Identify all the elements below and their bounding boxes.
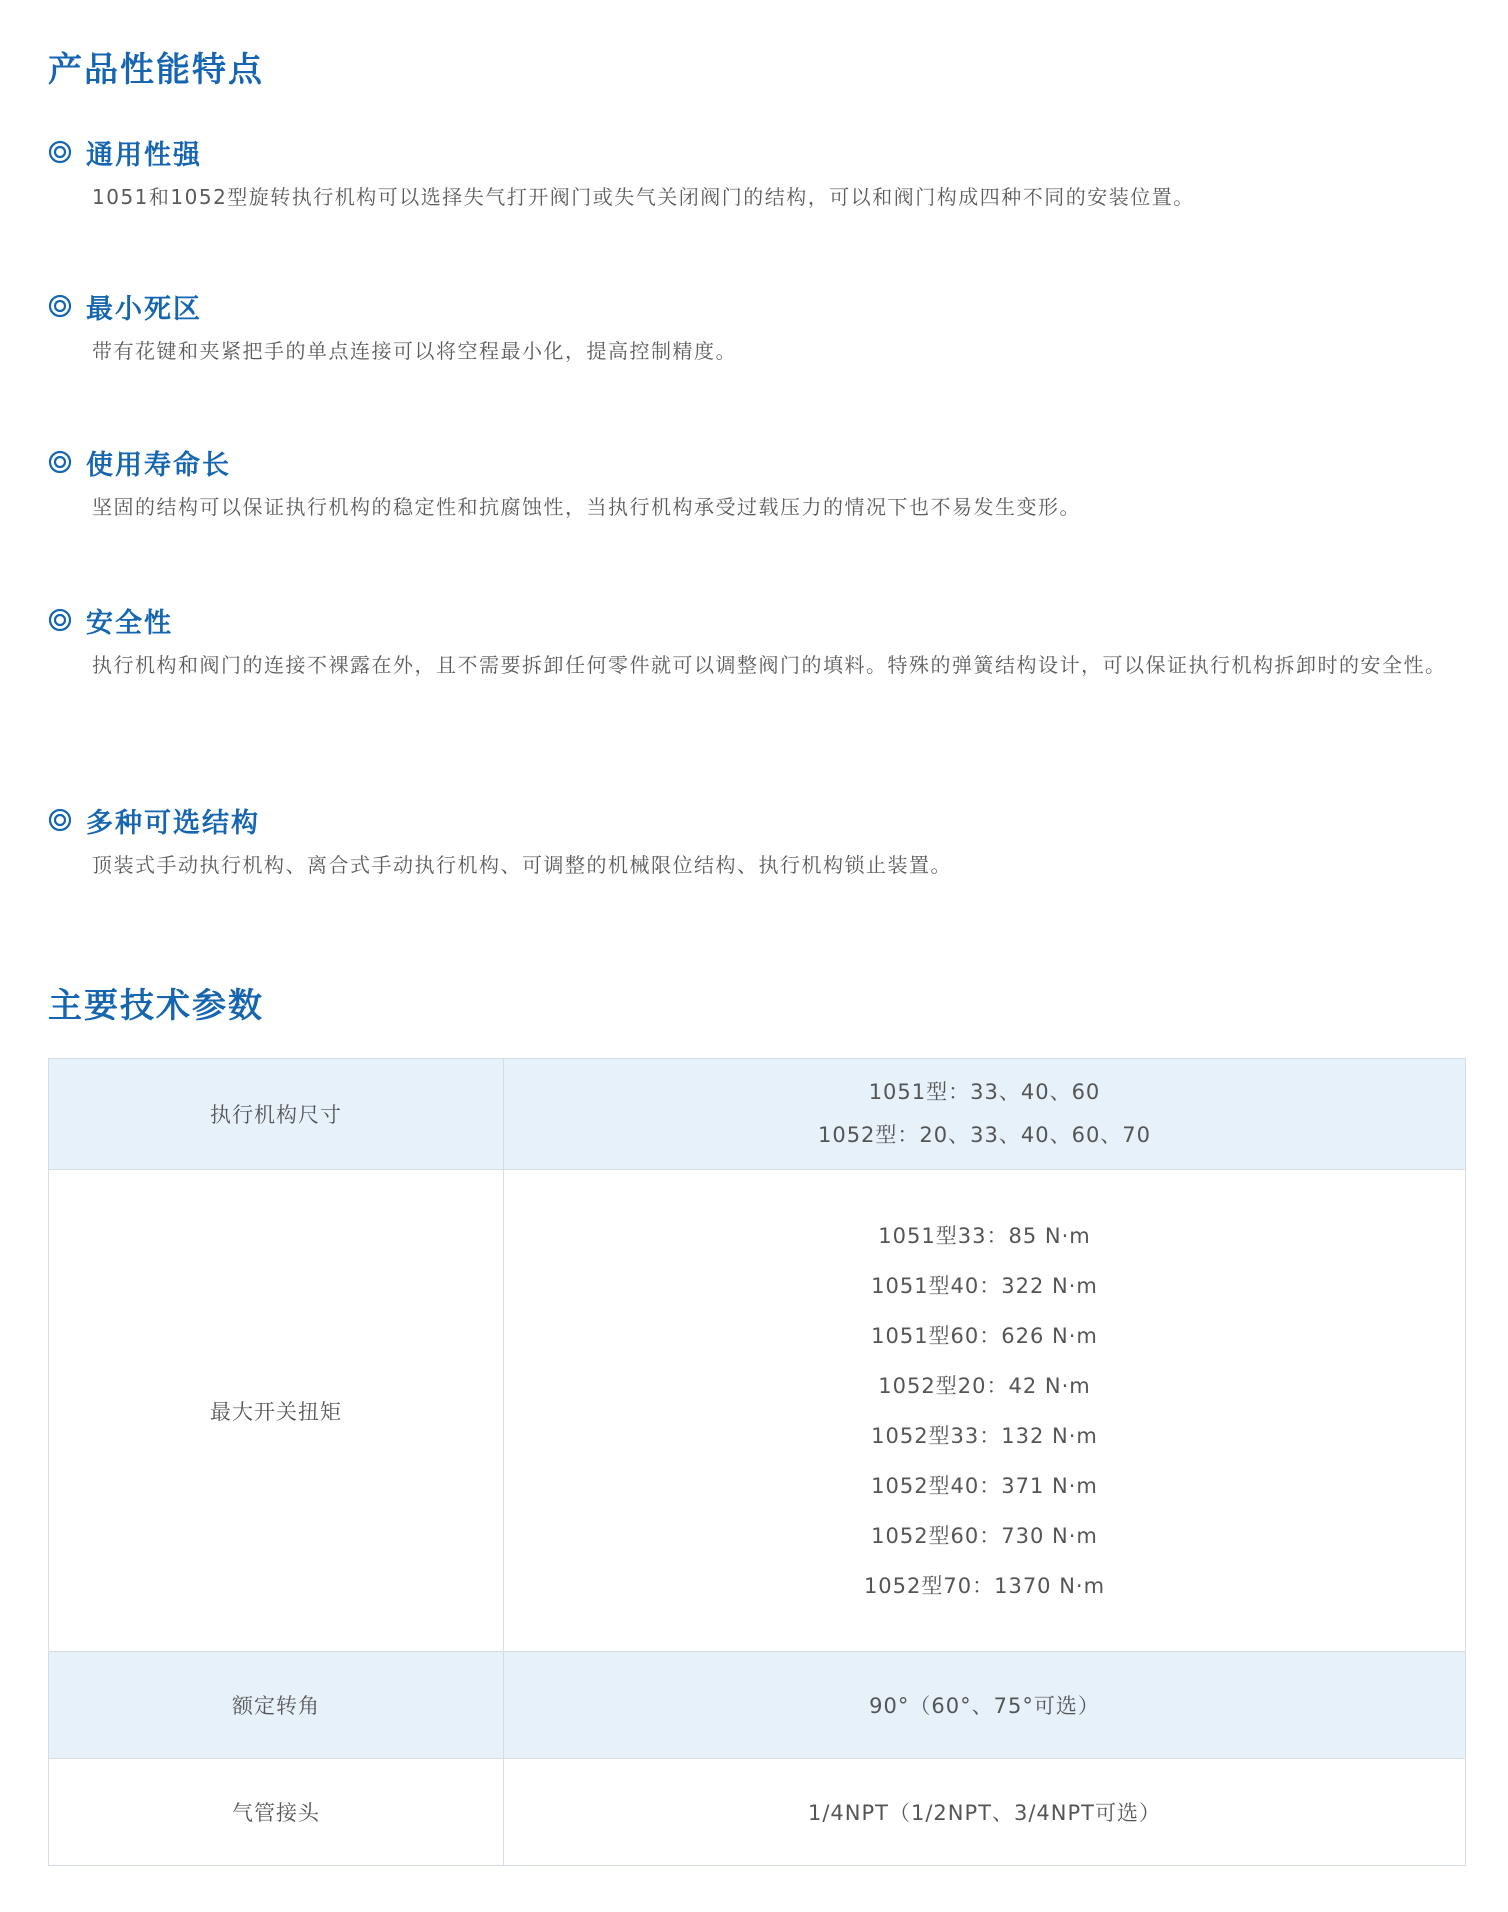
feature-description: 顶装式手动执行机构、离合式手动执行机构、可调整的机械限位结构、执行机构锁止装置。 <box>92 853 952 877</box>
feature-header <box>48 600 1466 640</box>
specs-section-title: 主要技术参数 <box>48 986 264 1026</box>
double-circle-icon <box>48 140 72 164</box>
feature-title: 多种可选结构 <box>86 807 260 839</box>
feature-title: 最小死区 <box>86 293 202 325</box>
feature-header <box>48 800 1466 840</box>
spec-label: 气管接头 <box>49 1759 504 1866</box>
spec-value-line: 1052型20：42 N·m <box>878 1373 1091 1398</box>
spec-value-line: 1051型40：322 N·m <box>871 1273 1098 1298</box>
feature-description: 带有花键和夹紧把手的单点连接可以将空程最小化，提高控制精度。 <box>92 339 737 363</box>
spec-value-line: 1052型40：371 N·m <box>871 1473 1098 1498</box>
spec-value-line: 1051型60：626 N·m <box>871 1323 1098 1348</box>
feature-description: 执行机构和阀门的连接不裸露在外，且不需要拆卸任何零件就可以调整阀门的填料。特殊的弹簧结构设计，可以保证执行机构拆卸时的安全性。 <box>92 653 1447 677</box>
spec-value <box>504 1652 1466 1759</box>
feature-title: 安全性 <box>86 607 173 639</box>
feature-header <box>48 132 1466 172</box>
specs-table <box>48 1058 1466 1866</box>
feature-header <box>48 286 1466 326</box>
spec-label: 执行机构尺寸 <box>49 1059 504 1170</box>
feature-header <box>48 442 1466 482</box>
spec-value <box>504 1759 1466 1866</box>
spec-value <box>504 1059 1466 1170</box>
feature-item <box>48 800 1466 887</box>
spec-value-line: 1052型60：730 N·m <box>871 1523 1098 1548</box>
feature-item <box>48 442 1466 529</box>
table-row <box>49 1759 1466 1866</box>
double-circle-icon <box>48 294 72 318</box>
features-section-title: 产品性能特点 <box>48 50 264 90</box>
spec-value <box>504 1170 1466 1652</box>
table-row <box>49 1170 1466 1652</box>
feature-title: 通用性强 <box>86 139 202 171</box>
spec-value-line: 1/4NPT（1/2NPT、3/4NPT可选） <box>808 1801 1161 1825</box>
spec-label: 最大开关扭矩 <box>49 1170 504 1652</box>
double-circle-icon <box>48 450 72 474</box>
double-circle-icon <box>48 608 72 632</box>
feature-title: 使用寿命长 <box>86 449 231 481</box>
spec-value-line: 1051型33：85 N·m <box>878 1223 1091 1248</box>
table-row <box>49 1652 1466 1759</box>
feature-item <box>48 132 1466 219</box>
spec-value-line: 90°（60°、75°可选） <box>869 1694 1100 1718</box>
spec-value-line: 1052型33：132 N·m <box>871 1423 1098 1448</box>
spec-value-line: 1051型：33、40、60 <box>868 1080 1101 1104</box>
feature-description: 坚固的结构可以保证执行机构的稳定性和抗腐蚀性，当执行机构承受过载压力的情况下也不易发生变形。 <box>92 495 1081 519</box>
spec-label: 额定转角 <box>49 1652 504 1759</box>
feature-item <box>48 286 1466 373</box>
feature-item <box>48 600 1466 687</box>
double-circle-icon <box>48 808 72 832</box>
feature-description: 1051和1052型旋转执行机构可以选择失气打开阀门或失气关闭阀门的结构，可以和阀门构成四种不同的安装位置。 <box>92 185 1195 209</box>
spec-value-line: 1052型：20、33、40、60、70 <box>817 1123 1152 1147</box>
table-row <box>49 1059 1466 1170</box>
spec-value-line: 1052型70：1370 N·m <box>863 1573 1106 1598</box>
